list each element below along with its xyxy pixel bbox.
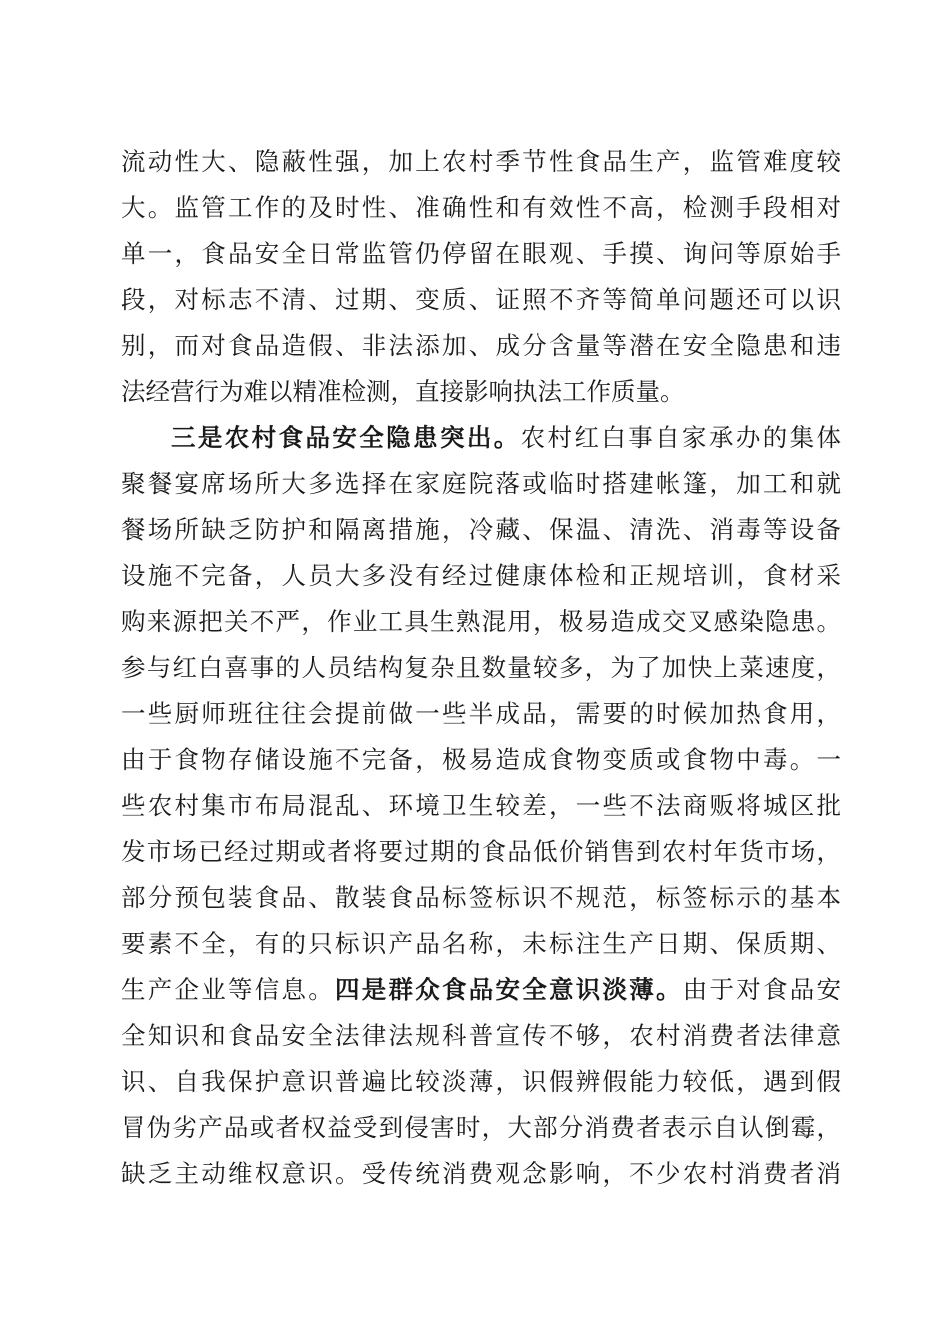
text-line: 缺乏主动维权意识。受传统消费观念影响，不少农村消费者消 [121, 1159, 841, 1188]
text-line [121, 970, 841, 1010]
text-line: 流动性大、隐蔽性强，加上农村季节性食品生产，监管难度较 [121, 147, 841, 176]
text-line: 要素不全，有的只标识产品名称，未标注生产日期、保质期、 [121, 929, 841, 958]
text-line: 识、自我保护意识普遍比较淡薄，识假辨假能力较低，遇到假 [121, 1067, 841, 1096]
text-line: 段，对标志不清、过期、变质、证照不齐等简单问题还可以识 [121, 285, 841, 314]
text-line: 设施不完备，人员大多没有经过健康体检和正规培训，食材采 [121, 561, 841, 590]
text-line: 餐场所缺乏防护和隔离措施，冷藏、保温、清洗、消毒等设备 [121, 515, 841, 544]
text-line: 由于食物存储设施不完备，极易造成食物变质或食物中毒。一 [121, 745, 841, 774]
text-line: 全知识和食品安全法律法规科普宣传不够，农村消费者法律意 [121, 1021, 841, 1050]
text-line: 冒伪劣产品或者权益受到侵害时，大部分消费者表示自认倒霉， [121, 1113, 841, 1142]
section-heading: 四是群众食品安全意识淡薄。 [335, 975, 683, 1004]
text-line: 法经营行为难以精准检测，直接影响执法工作质量。 [121, 377, 685, 406]
text-line: 别，而对食品造假、非法添加、成分含量等潜在安全隐患和违 [121, 331, 841, 360]
text-line: 聚餐宴席场所大多选择在家庭院落或临时搭建帐篷，加工和就 [121, 469, 841, 498]
text-line: 单一，食品安全日常监管仍停留在眼观、手摸、询问等原始手 [121, 239, 841, 268]
text-line [171, 418, 841, 458]
text-line: 些农村集市布局混乱、环境卫生较差，一些不法商贩将城区批 [121, 791, 841, 820]
text-line: 大。监管工作的及时性、准确性和有效性不高，检测手段相对 [121, 193, 841, 222]
text-line: 发市场已经过期或者将要过期的食品低价销售到农村年货市场， [121, 837, 841, 866]
text-line: 一些厨师班往往会提前做一些半成品，需要的时候加热食用， [121, 699, 841, 728]
text-line: 购来源把关不严，作业工具生熟混用，极易造成交叉感染隐患。 [121, 607, 841, 636]
text-span: 生产企业等信息。 [121, 975, 335, 1004]
text-span: 农村红白事自家承办的集体 [520, 423, 842, 452]
text-line: 参与红白喜事的人员结构复杂且数量较多，为了加快上菜速度， [121, 653, 841, 682]
text-line: 部分预包装食品、散装食品标签标识不规范，标签标示的基本 [121, 883, 841, 912]
text-span: 由于对食品安 [682, 975, 841, 1004]
section-heading: 三是农村食品安全隐患突出。 [171, 423, 521, 452]
